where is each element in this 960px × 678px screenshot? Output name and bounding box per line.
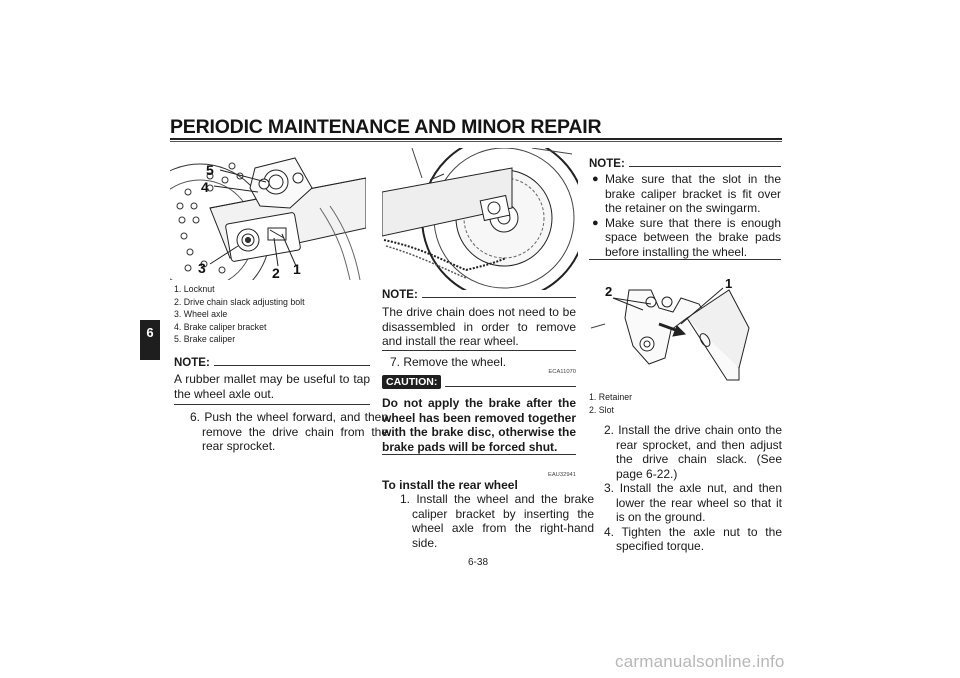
caption-item: 2. Slot — [589, 404, 614, 415]
bullet-dot-icon: ● — [592, 216, 599, 229]
caution-heading — [382, 375, 576, 389]
bullet-dot-icon: ● — [592, 173, 599, 185]
list-item: 4. Tighten the axle nut to the specified torque. — [604, 524, 782, 553]
fig1-label-4: 4 — [201, 179, 209, 195]
note-label: NOTE: — [174, 357, 210, 369]
caption-item: 2. Drive chain slack adjusting bolt — [174, 296, 305, 307]
note-heading-1 — [174, 357, 370, 369]
bullet-text: Make sure that the slot in the brake caliper bracket is fit over the retainer on the swingarm. — [605, 172, 781, 215]
figure-wheel-chain — [382, 148, 578, 290]
caution-badge: CAUTION: — [382, 375, 441, 389]
note-end-rule-3 — [589, 259, 781, 260]
list-item: 2. Install the drive chain onto the rear sprocket, and then adjust the drive chain slack. (See page 6-22.) — [604, 423, 782, 481]
step-6: 6. Push the wheel forward, and then remove the drive chain from the rear sprocket. — [190, 410, 388, 453]
title-rule — [170, 138, 782, 140]
chapter-tab: 6 — [140, 320, 160, 360]
note-label: NOTE: — [382, 289, 418, 301]
note-text-2: The drive chain does not need to be disassembled in order to remove and install the rear wheel. — [382, 305, 576, 348]
fig1-label-1: 1 — [293, 261, 301, 277]
note-text-1: A rubber mallet may be useful to tap the wheel axle out. — [174, 372, 370, 401]
note-heading-3 — [589, 158, 781, 170]
caption-item: 5. Brake caliper — [174, 334, 236, 344]
install-step-1: 1. Install the wheel and the brake caliper bracket by inserting the wheel axle from the right-hand side. — [400, 492, 594, 550]
note-end-rule-2 — [382, 350, 576, 351]
figure-retainer-slot — [589, 268, 781, 386]
page-number: 6-38 — [468, 557, 489, 568]
caution-rule — [445, 386, 576, 387]
note-rule — [214, 365, 370, 366]
note-end-rule-1 — [174, 404, 370, 405]
note-bullets-3 — [589, 172, 781, 259]
fig1-label-2: 2 — [272, 265, 280, 280]
title-rule-thin — [170, 141, 782, 142]
note-heading-2 — [382, 289, 576, 301]
page-title: PERIODIC MAINTENANCE AND MINOR REPAIR — [170, 116, 602, 138]
step-7: 7. Remove the wheel. — [390, 355, 507, 369]
fig3-label-2: 2 — [605, 284, 613, 299]
caption-item: 1. Locknut — [174, 284, 215, 294]
install-code: EAU32941 — [547, 472, 576, 478]
fig1-label-3: 3 — [198, 260, 206, 276]
caution-text: Do not apply the brake after the wheel has been removed together with the brake disc, otherwise the brake pads will be forced shut. — [382, 396, 576, 454]
note-label: NOTE: — [589, 158, 625, 170]
caution-end-rule — [382, 454, 576, 455]
caution-code: ECA11070 — [548, 369, 576, 375]
figure-rear-axle-caliper — [170, 148, 366, 280]
install-heading: To install the rear wheel — [382, 478, 518, 492]
figure-captions-3 — [589, 391, 632, 416]
install-steps — [598, 423, 782, 554]
fig3-label-1: 1 — [725, 276, 733, 291]
watermark: carmanualsonline.info — [615, 652, 785, 671]
note-rule — [422, 297, 576, 298]
bullet-text: Make sure that there is enough space between the brake pads before installing the wheel. — [605, 215, 781, 259]
list-item — [589, 216, 781, 260]
list-item: 3. Install the axle nut, and then lower the rear wheel so that it is on the ground. — [604, 481, 782, 524]
caption-item: 3. Wheel axle — [174, 309, 228, 319]
figure-captions-1 — [174, 283, 305, 346]
caption-item: 1. Retainer — [589, 392, 633, 402]
note-rule — [629, 166, 781, 167]
list-item — [589, 172, 781, 216]
caption-item: 4. Brake caliper bracket — [174, 321, 267, 332]
fig1-label-5: 5 — [206, 162, 214, 178]
